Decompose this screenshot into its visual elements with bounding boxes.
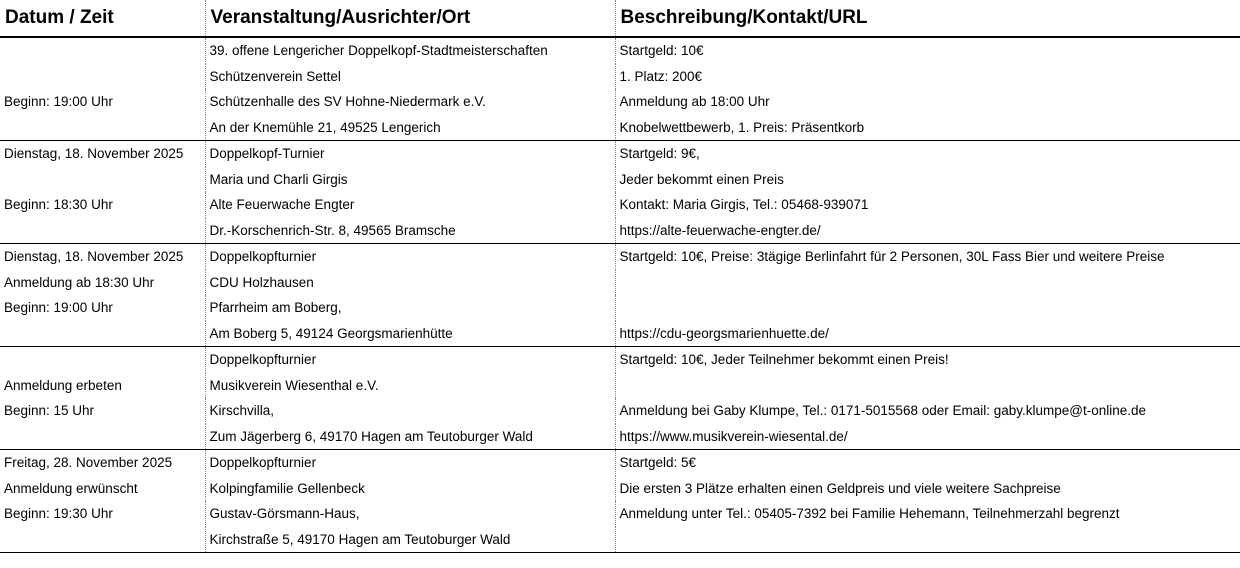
event-info-cell: Musikverein Wiesenthal e.V. xyxy=(205,373,615,399)
date-time-cell: Beginn: 15 Uhr xyxy=(4,403,95,419)
description-cell xyxy=(615,295,1240,321)
date-time-cell xyxy=(0,115,205,141)
event-row xyxy=(0,347,1240,373)
event-info-cell: An der Knemühle 21, 49525 Lengerich xyxy=(205,115,615,141)
description-cell: Anmeldung bei Gaby Klumpe, Tel.: 0171-5015568 oder Email: gaby.klumpe@t-online.de xyxy=(615,398,1240,424)
date-time-cell: Dienstag, 18. November 2025 xyxy=(4,146,184,162)
date-time-cell xyxy=(0,527,205,553)
description-cell: Anmeldung ab 18:00 Uhr xyxy=(615,89,1240,115)
description-cell: Startgeld: 10€ xyxy=(615,37,1240,64)
description-cell: Anmeldung unter Tel.: 05405-7392 bei Familie Hehemann, Teilnehmerzahl begrenzt xyxy=(615,501,1240,527)
date-time-cell: Beginn: 18:30 Uhr xyxy=(4,197,113,213)
date-time-cell: Anmeldung erbeten xyxy=(4,377,122,393)
description-cell: https://alte-feuerwache-engter.de/ xyxy=(615,218,1240,244)
description-cell: 1. Platz: 200€ xyxy=(615,64,1240,90)
description-cell: Jeder bekommt einen Preis xyxy=(615,167,1240,193)
description-cell: https://cdu-georgsmarienhuette.de/ xyxy=(615,321,1240,347)
date-time-cell: Anmeldung ab 18:30 Uhr xyxy=(4,274,155,290)
event-info-cell: Schützenhalle des SV Hohne-Niedermark e.V. xyxy=(205,89,615,115)
event-row xyxy=(0,244,1240,270)
event-row xyxy=(0,527,1240,553)
date-time-cell xyxy=(0,321,205,347)
event-info-cell: Pfarrheim am Boberg, xyxy=(205,295,615,321)
event-info-cell: Kolpingfamilie Gellenbeck xyxy=(205,476,615,502)
header-row xyxy=(0,0,1240,37)
header-event-organizer-location: Veranstaltung/Ausrichter/Ort xyxy=(205,0,615,37)
event-row xyxy=(0,218,1240,244)
date-time-cell xyxy=(0,167,205,193)
date-time-cell: Beginn: 19:30 Uhr xyxy=(4,506,113,522)
description-cell: Startgeld: 10€, Jeder Teilnehmer bekommt einen Preis! xyxy=(615,347,1240,373)
event-info-cell: Dr.-Korschenrich-Str. 8, 49565 Bramsche xyxy=(205,218,615,244)
event-info-cell: Am Boberg 5, 49124 Georgsmarienhütte xyxy=(205,321,615,347)
event-row xyxy=(0,373,1240,399)
description-cell xyxy=(615,270,1240,296)
event-row xyxy=(0,192,1240,218)
event-row xyxy=(0,89,1240,115)
date-time-cell: Beginn: 19:00 Uhr xyxy=(4,300,113,316)
event-row xyxy=(0,115,1240,141)
header-date-time: Datum / Zeit xyxy=(0,0,205,37)
event-row xyxy=(0,141,1240,167)
event-row xyxy=(0,295,1240,321)
event-row xyxy=(0,321,1240,347)
events-body xyxy=(0,37,1240,553)
date-time-cell: Anmeldung erwünscht xyxy=(4,480,138,496)
event-row xyxy=(0,476,1240,502)
event-info-cell: 39. offene Lengericher Doppelkopf-Stadtmeisterschaften xyxy=(205,37,615,64)
event-info-cell: Doppelkopfturnier xyxy=(205,244,615,270)
description-cell: Knobelwettbewerb, 1. Preis: Präsentkorb xyxy=(615,115,1240,141)
description-cell: Kontakt: Maria Girgis, Tel.: 05468-939071 xyxy=(615,192,1240,218)
description-cell: Startgeld: 9€, xyxy=(615,141,1240,167)
event-row xyxy=(0,501,1240,527)
date-time-cell xyxy=(0,347,205,373)
date-time-cell xyxy=(0,37,205,64)
header-description-contact-url: Beschreibung/Kontakt/URL xyxy=(615,0,1240,37)
event-info-cell: Doppelkopfturnier xyxy=(205,450,615,476)
date-time-cell: Dienstag, 18. November 2025 xyxy=(4,249,184,265)
event-info-cell: Zum Jägerberg 6, 49170 Hagen am Teutoburger Wald xyxy=(205,424,615,450)
description-cell: Startgeld: 5€ xyxy=(615,450,1240,476)
event-info-cell: Doppelkopfturnier xyxy=(205,347,615,373)
date-time-cell xyxy=(0,424,205,450)
description-cell: Die ersten 3 Plätze erhalten einen Geldpreis und viele weitere Sachpreise xyxy=(615,476,1240,502)
event-row xyxy=(0,398,1240,424)
event-info-cell: Gustav-Görsmann-Haus, xyxy=(205,501,615,527)
description-cell xyxy=(615,527,1240,553)
event-info-cell: Doppelkopf-Turnier xyxy=(205,141,615,167)
event-info-cell: Kirschvilla, xyxy=(205,398,615,424)
description-cell: Startgeld: 10€, Preise: 3tägige Berlinfahrt für 2 Personen, 30L Fass Bier und weitere Preise xyxy=(615,244,1240,270)
description-cell xyxy=(615,373,1240,399)
event-info-cell: Kirchstraße 5, 49170 Hagen am Teutoburger Wald xyxy=(205,527,615,553)
event-row xyxy=(0,167,1240,193)
date-time-cell: Freitag, 28. November 2025 xyxy=(4,455,173,471)
event-row xyxy=(0,424,1240,450)
event-row xyxy=(0,64,1240,90)
event-info-cell: Schützenverein Settel xyxy=(205,64,615,90)
event-info-cell: Alte Feuerwache Engter xyxy=(205,192,615,218)
event-info-cell: Maria und Charli Girgis xyxy=(205,167,615,193)
date-time-cell xyxy=(0,64,205,90)
event-row xyxy=(0,450,1240,476)
event-info-cell: CDU Holzhausen xyxy=(205,270,615,296)
date-time-cell: Beginn: 19:00 Uhr xyxy=(4,94,113,110)
description-cell: https://www.musikverein-wiesental.de/ xyxy=(615,424,1240,450)
event-row xyxy=(0,37,1240,64)
date-time-cell xyxy=(0,218,205,244)
event-row xyxy=(0,270,1240,296)
